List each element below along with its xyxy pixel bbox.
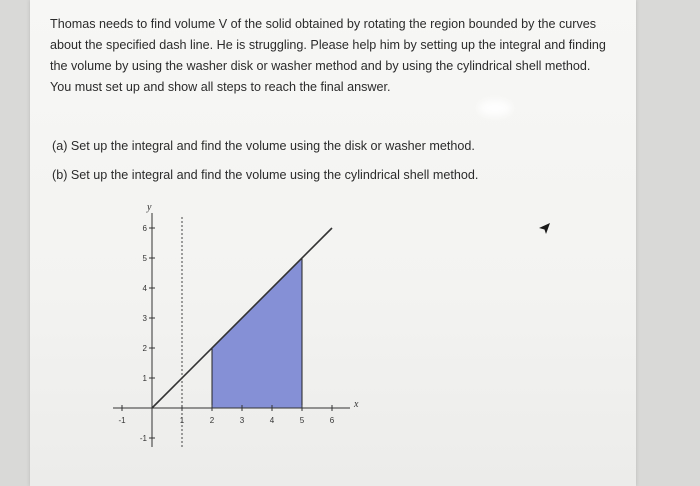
worksheet [30, 0, 636, 486]
problem-statement [50, 14, 630, 98]
x-tick-label: 4 [269, 416, 275, 425]
y-tick-label: -1 [139, 434, 147, 443]
y-tick-label: 5 [142, 254, 147, 263]
screen-glare [478, 100, 512, 116]
shaded-region [212, 258, 302, 408]
x-tick-label: 6 [329, 416, 335, 425]
part-a-question: (a) Set up the integral and find the volume using the disk or washer method. [52, 139, 475, 153]
problem-line-1: Thomas needs to find volume V of the solid obtained by rotating the region bounded by the curves [50, 17, 597, 31]
x-tick-label: -1 [118, 416, 126, 425]
y-tick-label: 1 [142, 374, 147, 383]
x-tick-label: 1 [179, 416, 185, 425]
y-axis-label: y [147, 202, 152, 213]
y-tick-label: 2 [142, 344, 147, 353]
y-tick-label: 4 [142, 284, 147, 293]
x-axis-label: x [354, 399, 359, 410]
problem-line-3: the volume by using the washer disk or washer method and by using the cylindrical shell method. [50, 59, 591, 73]
x-tick-label: 5 [299, 416, 305, 425]
problem-line-4: You must set up and show all steps to reach the final answer. [50, 80, 391, 94]
region-graph [80, 200, 359, 450]
arrow-cursor-icon [538, 222, 552, 236]
part-b-question: (b) Set up the integral and find the volume using the cylindrical shell method. [52, 168, 479, 182]
x-tick-label: 2 [209, 416, 215, 425]
problem-line-2: about the specified dash line. He is struggling. Please help him by setting up the integral and finding [50, 38, 606, 52]
x-tick-label: 3 [239, 416, 245, 425]
y-tick-label: 6 [142, 224, 147, 233]
y-tick-label: 3 [142, 314, 147, 323]
